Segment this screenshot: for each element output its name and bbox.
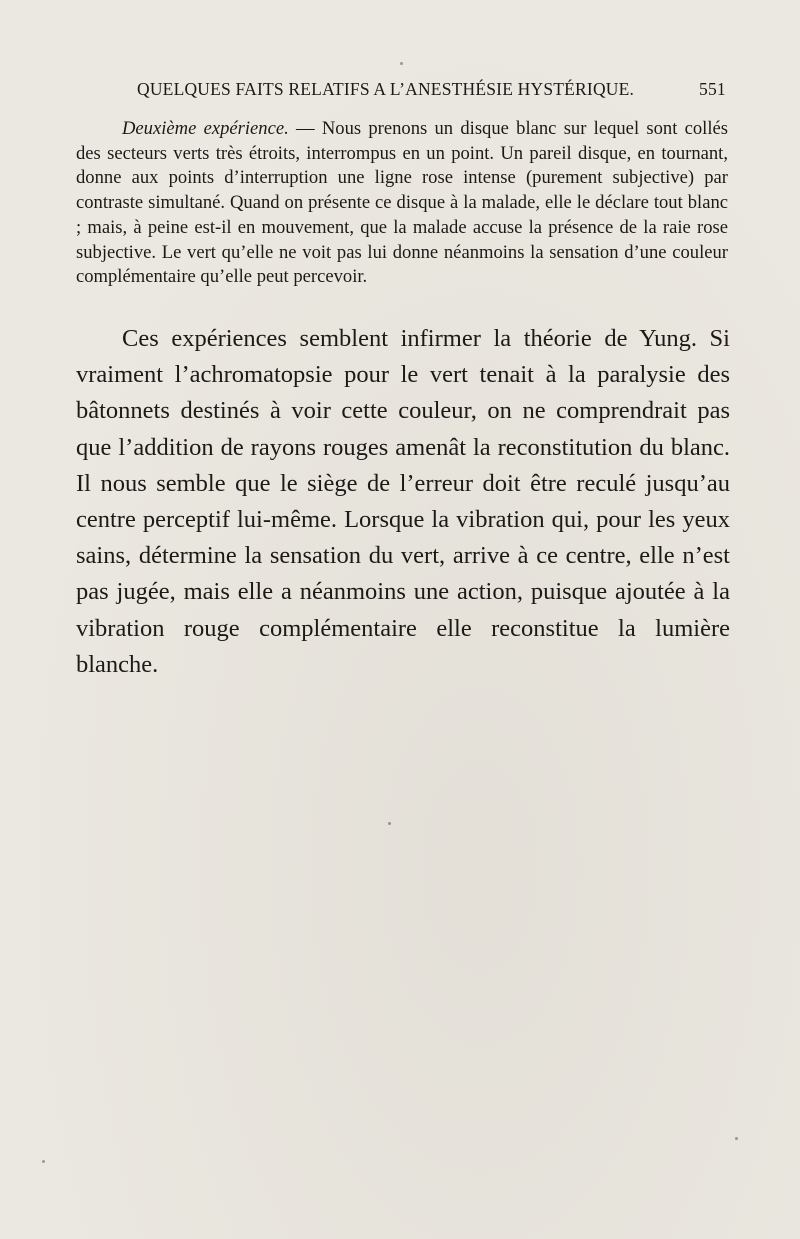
- body-paragraph: Ces expériences semblent infirmer la théorie de Yung. Si vraiment l’achromatopsie pour le vert tenait à la paralysie des bâtonnets destinés à voir cette couleur, on ne comprendrait pas que l’addition de rayons rouges amenât la reconstitution du blanc. Il nous semble que le siège de l’erreur doit être reculé jusqu’au centre perceptif lui-même. Lorsque la vibration qui, pour les yeux sains, détermine la sensation du vert, arrive à ce centre, elle n’est pas jugée, mais elle a néanmoins une action, puisque ajoutée à la vibration rouge complémentaire elle reconstitue la lumière blanche.: [76, 325, 730, 678]
- page-number: 551: [699, 79, 726, 99]
- running-title: QUELQUES FAITS RELATIFS A L’ANESTHÉSIE HYSTÉRIQUE.: [137, 79, 635, 99]
- experiment-lead: Deuxième expérience.: [122, 118, 289, 139]
- print-speck: [400, 62, 403, 65]
- experiment-note: [76, 117, 728, 290]
- experiment-paragraph: [76, 117, 728, 290]
- print-speck: [42, 1160, 45, 1163]
- print-speck: [735, 1137, 738, 1140]
- experiment-text: — Nous prenons un disque blanc sur lequel sont collés des secteurs verts très étroits, interrompus en un point. Un pareil disque, en tournant, donne aux points d’interruption une ligne rose intense (purement subjective) par contraste simultané. Quand on présente ce disque à la malade, elle le déclare tout blanc ; mais, à peine est-il en mouvement, que la malade accuse la présence de la raie rose subjective. Le vert qu’elle ne voit pas lui donne néanmoins la sensation d’une couleur complémentaire qu’elle peut percevoir.: [76, 118, 728, 288]
- print-speck: [388, 822, 391, 825]
- main-text: [76, 321, 730, 683]
